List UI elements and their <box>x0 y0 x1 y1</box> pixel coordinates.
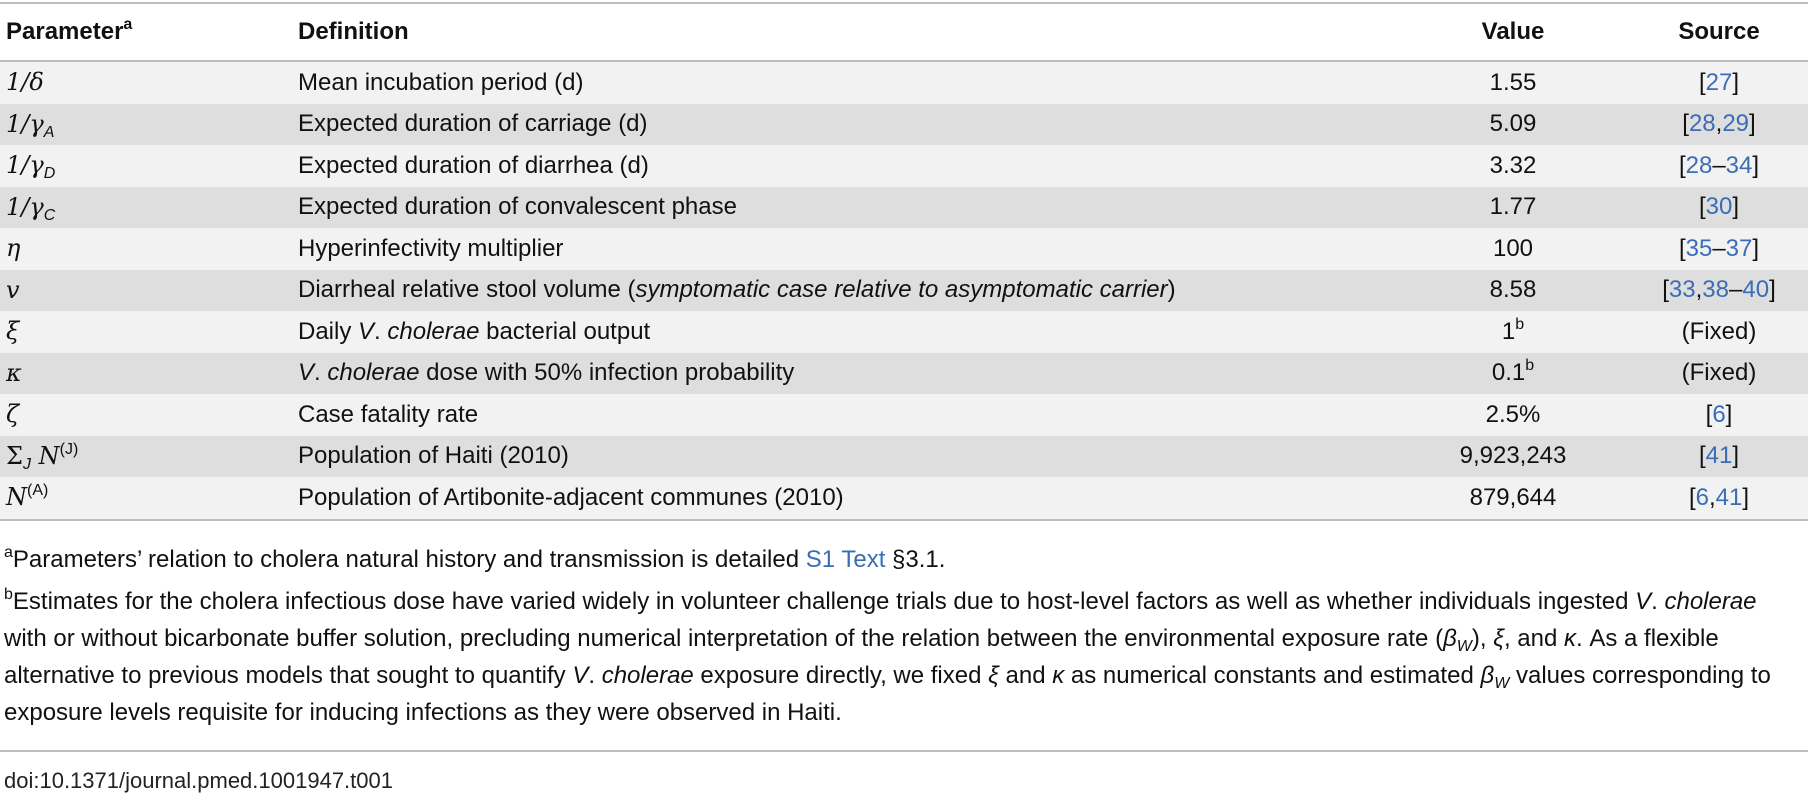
value-cell: 100 <box>1388 228 1638 270</box>
doi-label[interactable]: doi:10.1371/journal.pmed.1001947.t001 <box>4 768 393 793</box>
header-definition: Definition <box>298 3 1388 61</box>
table-row <box>0 394 1808 436</box>
reference-link[interactable]: 34 <box>1725 151 1753 179</box>
table-row <box>0 353 1808 395</box>
value-cell: 1.77 <box>1388 187 1638 229</box>
value-cell: 1$^b$ <box>1388 311 1638 353</box>
source-cell: [30] <box>1638 187 1808 229</box>
reference-link[interactable]: 40 <box>1742 276 1770 304</box>
source-cell: [6] <box>1638 394 1808 436</box>
reference-link[interactable]: 30 <box>1705 193 1733 221</box>
source-cell: [28,29] <box>1638 104 1808 146</box>
reference-link[interactable]: 38 <box>1702 276 1729 304</box>
table-row <box>0 187 1808 229</box>
parameter-cell: 1/δ <box>0 61 298 104</box>
parameter-cell: ξ <box>0 311 298 353</box>
source-cell: (Fixed) <box>1638 311 1808 353</box>
parameter-cell: $1/\gamma_D$ <box>0 145 298 187</box>
value-cell: 5.09 <box>1388 104 1638 146</box>
table-row <box>0 477 1808 520</box>
header-parameter: Parameter$^a$ <box>0 3 298 61</box>
source-cell: [28–34] <box>1638 145 1808 187</box>
definition-cell: Diarrheal relative stool volume (symptomatic case relative to asymptomatic carrier) <box>298 270 1388 312</box>
parameter-cell: η <box>0 228 298 270</box>
parameter-cell: $1/\gamma_A$ <box>0 104 298 146</box>
table-row <box>0 270 1808 312</box>
doi-divider <box>0 750 1808 752</box>
reference-link[interactable]: 6 <box>1695 483 1709 511</box>
reference-link[interactable]: 41 <box>1705 442 1733 470</box>
definition-cell: V. cholerae dose with 50% infection probability <box>298 353 1388 395</box>
source-cell: [27] <box>1638 61 1808 104</box>
parameter-cell: κ <box>0 353 298 395</box>
definition-cell: Expected duration of diarrhea (d) <box>298 145 1388 187</box>
footnote-mark-b: b <box>1525 357 1535 375</box>
s1-text-link[interactable]: S1 Text <box>805 546 886 573</box>
table-row <box>0 145 1808 187</box>
footnote-b: $^b$Estimates for the cholera infectious dose have varied widely in volunteer challenge trials due to host-level factors as well as whether individuals ingested V. cholerae with or without bicarbonate buffer solution, precluding numerical interpretation of the relation between the environmental exposure rate $(\beta_W)$, ξ, and κ. As a flexible alternative to previous models that sought to quantify V. cholerae exposure directly, we fixed ξ and κ as numerical constants and estimated $\beta_W$ values corresponding to exposure levels requisite for inducing infections as they were observed in Haiti. <box>4 586 1771 726</box>
definition-cell: Daily V. cholerae bacterial output <box>298 311 1388 353</box>
reference-link[interactable]: 28 <box>1685 151 1713 179</box>
footnote-a: $^a$Parameters’ relation to cholera natural history and transmission is detailed S1 Text §3.1. <box>4 544 946 573</box>
reference-link[interactable]: 6 <box>1712 400 1726 428</box>
source-cell: [35–37] <box>1638 228 1808 270</box>
parameter-cell: $\Sigma_J$ $N^{(J)}$ <box>0 436 298 478</box>
table-footnotes <box>4 541 1804 731</box>
table-row <box>0 311 1808 353</box>
definition-cell: Mean incubation period (d) <box>298 61 1388 104</box>
source-cell: [33,38–40] <box>1638 270 1808 312</box>
parameter-cell: ζ <box>0 394 298 436</box>
reference-link[interactable]: 41 <box>1715 483 1743 511</box>
definition-cell: Hyperinfectivity multiplier <box>298 228 1388 270</box>
footnote-mark-a: a <box>123 16 133 33</box>
footnote-mark-b: b <box>1515 315 1525 333</box>
parameter-cell: $N^{(A)}$ <box>0 477 298 520</box>
value-cell: 879,644 <box>1388 477 1638 520</box>
parameter-cell: $1/\gamma_C$ <box>0 187 298 229</box>
value-cell: 1.55 <box>1388 61 1638 104</box>
header-source: Source <box>1638 3 1808 61</box>
definition-cell: Case fatality rate <box>298 394 1388 436</box>
definition-cell: Population of Artibonite-adjacent communes (2010) <box>298 477 1388 520</box>
value-cell: 3.32 <box>1388 145 1638 187</box>
table-row <box>0 104 1808 146</box>
parameter-cell: v <box>0 270 298 312</box>
definition-cell: Expected duration of carriage (d) <box>298 104 1388 146</box>
header-value: Value <box>1388 3 1638 61</box>
table-row <box>0 436 1808 478</box>
reference-link[interactable]: 27 <box>1705 68 1733 96</box>
source-cell: [41] <box>1638 436 1808 478</box>
table-header-row <box>0 3 1808 61</box>
reference-link[interactable]: 33 <box>1668 276 1696 304</box>
definition-cell: Population of Haiti (2010) <box>298 436 1388 478</box>
parameter-table <box>0 2 1808 521</box>
value-cell: 2.5% <box>1388 394 1638 436</box>
value-cell: 8.58 <box>1388 270 1638 312</box>
source-cell: (Fixed) <box>1638 353 1808 395</box>
value-cell: 0.1$^b$ <box>1388 353 1638 395</box>
definition-cell: Expected duration of convalescent phase <box>298 187 1388 229</box>
table-row <box>0 228 1808 270</box>
source-cell: [6,41] <box>1638 477 1808 520</box>
table-row <box>0 61 1808 104</box>
reference-link[interactable]: 35 <box>1685 234 1713 262</box>
reference-link[interactable]: 29 <box>1722 110 1750 138</box>
reference-link[interactable]: 37 <box>1725 234 1753 262</box>
reference-link[interactable]: 28 <box>1688 110 1716 138</box>
value-cell: 9,923,243 <box>1388 436 1638 478</box>
